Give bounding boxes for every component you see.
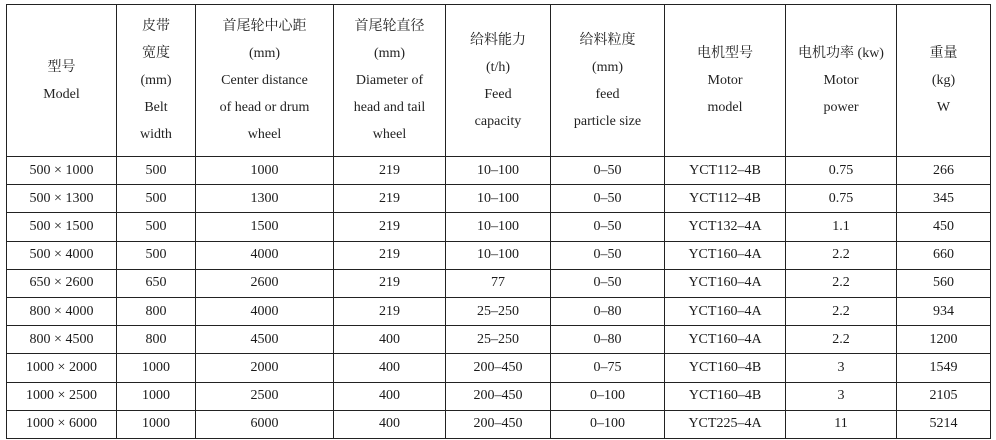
header-belt-width-line: 皮带 xyxy=(142,19,170,34)
cell-belt-width: 1000 xyxy=(117,354,196,382)
cell-belt-width: 800 xyxy=(117,326,196,354)
cell-motor-model: YCT160–4B xyxy=(665,382,786,410)
cell-center-distance: 2500 xyxy=(196,382,334,410)
cell-wheel-diameter: 219 xyxy=(334,185,446,213)
cell-motor-model: YCT160–4A xyxy=(665,326,786,354)
cell-model: 650 × 2600 xyxy=(7,269,117,297)
cell-motor-power: 2.2 xyxy=(786,326,897,354)
cell-motor-power: 3 xyxy=(786,382,897,410)
table-row xyxy=(7,326,991,354)
cell-weight: 345 xyxy=(897,185,991,213)
header-center-distance xyxy=(196,5,334,157)
cell-belt-width: 500 xyxy=(117,185,196,213)
cell-wheel-diameter: 400 xyxy=(334,410,446,438)
header-motor-power-line: Motor xyxy=(823,73,859,88)
cell-belt-width: 1000 xyxy=(117,410,196,438)
cell-wheel-diameter: 219 xyxy=(334,269,446,297)
cell-weight: 560 xyxy=(897,269,991,297)
cell-motor-model: YCT160–4A xyxy=(665,241,786,269)
header-feed-particle-size-line: feed xyxy=(595,86,620,102)
header-model xyxy=(7,5,117,157)
cell-motor-model: YCT225–4A xyxy=(665,410,786,438)
cell-belt-width: 500 xyxy=(117,241,196,269)
cell-wheel-diameter: 219 xyxy=(334,241,446,269)
cell-feed-particle-size: 0–50 xyxy=(551,241,665,269)
cell-model: 800 × 4500 xyxy=(7,326,117,354)
cell-feed-capacity: 200–450 xyxy=(446,410,551,438)
cell-wheel-diameter: 400 xyxy=(334,354,446,382)
cell-feed-capacity: 200–450 xyxy=(446,354,551,382)
header-feed-capacity-line: Feed xyxy=(484,86,512,102)
header-feed-particle-size xyxy=(551,5,665,157)
header-weight xyxy=(897,5,991,157)
header-model-line: 型号 xyxy=(47,59,76,75)
cell-motor-power: 2.2 xyxy=(786,241,897,269)
cell-belt-width: 800 xyxy=(117,297,196,325)
header-wheel-diameter-line: wheel xyxy=(372,127,407,142)
header-feed-particle-size-line: 给料粒度 xyxy=(579,32,636,48)
cell-model: 500 × 4000 xyxy=(7,241,117,269)
cell-belt-width: 500 xyxy=(117,213,196,241)
table-row xyxy=(7,157,991,185)
header-wheel-diameter-line: (mm) xyxy=(373,46,406,61)
table-row xyxy=(7,241,991,269)
cell-motor-model: YCT160–4B xyxy=(665,354,786,382)
cell-motor-power: 3 xyxy=(786,354,897,382)
cell-motor-power: 2.2 xyxy=(786,269,897,297)
cell-center-distance: 4000 xyxy=(196,241,334,269)
cell-center-distance: 1000 xyxy=(196,157,334,185)
cell-wheel-diameter: 219 xyxy=(334,157,446,185)
cell-feed-particle-size: 0–80 xyxy=(551,297,665,325)
cell-feed-particle-size: 0–75 xyxy=(551,354,665,382)
header-center-distance-line: of head or drum xyxy=(219,100,310,115)
header-feed-capacity xyxy=(446,5,551,157)
header-belt-width-line: (mm) xyxy=(140,73,172,88)
header-wheel-diameter-line: 首尾轮直径 xyxy=(354,19,425,34)
cell-model: 500 × 1500 xyxy=(7,213,117,241)
cell-feed-particle-size: 0–50 xyxy=(551,213,665,241)
header-feed-particle-size-line: (mm) xyxy=(591,59,624,75)
header-belt-width-line: Belt xyxy=(144,100,168,115)
header-feed-particle-size-line: particle size xyxy=(573,113,642,129)
table-body xyxy=(7,157,991,439)
cell-center-distance: 2000 xyxy=(196,354,334,382)
cell-motor-model: YCT112–4B xyxy=(665,185,786,213)
cell-feed-capacity: 25–250 xyxy=(446,297,551,325)
cell-feed-particle-size: 0–50 xyxy=(551,157,665,185)
cell-weight: 934 xyxy=(897,297,991,325)
cell-model: 500 × 1300 xyxy=(7,185,117,213)
cell-center-distance: 4000 xyxy=(196,297,334,325)
cell-feed-particle-size: 0–100 xyxy=(551,382,665,410)
header-model-line: Model xyxy=(43,86,80,102)
header-center-distance-line: wheel xyxy=(247,127,282,142)
cell-feed-capacity: 10–100 xyxy=(446,213,551,241)
header-motor-power-line: 电机功率 (kw) xyxy=(798,46,884,61)
cell-wheel-diameter: 400 xyxy=(334,326,446,354)
cell-weight: 2105 xyxy=(897,382,991,410)
cell-model: 500 × 1000 xyxy=(7,157,117,185)
cell-belt-width: 1000 xyxy=(117,382,196,410)
cell-weight: 5214 xyxy=(897,410,991,438)
cell-wheel-diameter: 400 xyxy=(334,382,446,410)
cell-feed-particle-size: 0–100 xyxy=(551,410,665,438)
cell-center-distance: 6000 xyxy=(196,410,334,438)
header-motor-model-line: Motor xyxy=(707,73,743,88)
header-belt-width-line: 宽度 xyxy=(142,46,170,61)
cell-feed-particle-size: 0–50 xyxy=(551,269,665,297)
header-belt-width xyxy=(117,5,196,157)
cell-motor-model: YCT112–4B xyxy=(665,157,786,185)
cell-weight: 1200 xyxy=(897,326,991,354)
cell-weight: 1549 xyxy=(897,354,991,382)
cell-motor-model: YCT160–4A xyxy=(665,297,786,325)
header-feed-capacity-line: 给料能力 xyxy=(470,32,526,48)
header-motor-model xyxy=(665,5,786,157)
header-motor-model-line: model xyxy=(707,100,743,115)
table-row xyxy=(7,269,991,297)
cell-wheel-diameter: 219 xyxy=(334,297,446,325)
cell-feed-capacity: 10–100 xyxy=(446,241,551,269)
header-wheel-diameter-line: Diameter of xyxy=(355,73,424,88)
cell-model: 1000 × 2500 xyxy=(7,382,117,410)
cell-weight: 450 xyxy=(897,213,991,241)
cell-feed-capacity: 10–100 xyxy=(446,185,551,213)
header-weight-line: (kg) xyxy=(931,73,956,88)
cell-feed-capacity: 200–450 xyxy=(446,382,551,410)
feeder-spec-table xyxy=(6,4,991,439)
header-weight-line: 重量 xyxy=(929,46,958,61)
header-motor-model-line: 电机型号 xyxy=(697,46,753,61)
cell-model: 800 × 4000 xyxy=(7,297,117,325)
cell-wheel-diameter: 219 xyxy=(334,213,446,241)
cell-motor-power: 1.1 xyxy=(786,213,897,241)
cell-feed-capacity: 77 xyxy=(446,269,551,297)
header-feed-capacity-line: capacity xyxy=(474,113,522,129)
cell-feed-particle-size: 0–80 xyxy=(551,326,665,354)
header-feed-capacity-line: (t/h) xyxy=(485,59,511,75)
cell-model: 1000 × 6000 xyxy=(7,410,117,438)
cell-weight: 266 xyxy=(897,157,991,185)
header-wheel-diameter-line: head and tail xyxy=(353,100,426,115)
cell-model: 1000 × 2000 xyxy=(7,354,117,382)
cell-weight: 660 xyxy=(897,241,991,269)
cell-feed-capacity: 10–100 xyxy=(446,157,551,185)
cell-motor-model: YCT132–4A xyxy=(665,213,786,241)
cell-motor-power: 11 xyxy=(786,410,897,438)
cell-motor-power: 0.75 xyxy=(786,185,897,213)
cell-motor-model: YCT160–4A xyxy=(665,269,786,297)
header-wheel-diameter xyxy=(334,5,446,157)
cell-feed-capacity: 25–250 xyxy=(446,326,551,354)
table-row xyxy=(7,382,991,410)
cell-motor-power: 0.75 xyxy=(786,157,897,185)
table-row xyxy=(7,354,991,382)
table-row xyxy=(7,410,991,438)
header-center-distance-line: Center distance xyxy=(221,73,308,88)
cell-center-distance: 4500 xyxy=(196,326,334,354)
header-belt-width-line: width xyxy=(140,127,172,142)
cell-belt-width: 650 xyxy=(117,269,196,297)
table-row xyxy=(7,213,991,241)
header-motor-power-line: power xyxy=(823,100,859,115)
cell-feed-particle-size: 0–50 xyxy=(551,185,665,213)
cell-center-distance: 1500 xyxy=(196,213,334,241)
header-center-distance-line: 首尾轮中心距 xyxy=(222,19,307,34)
header-row xyxy=(7,5,991,157)
cell-center-distance: 1300 xyxy=(196,185,334,213)
cell-belt-width: 500 xyxy=(117,157,196,185)
cell-motor-power: 2.2 xyxy=(786,297,897,325)
table-row xyxy=(7,297,991,325)
header-center-distance-line: (mm) xyxy=(248,46,281,61)
table-row xyxy=(7,185,991,213)
cell-center-distance: 2600 xyxy=(196,269,334,297)
header-motor-power xyxy=(786,5,897,157)
header-weight-line: W xyxy=(936,100,951,115)
